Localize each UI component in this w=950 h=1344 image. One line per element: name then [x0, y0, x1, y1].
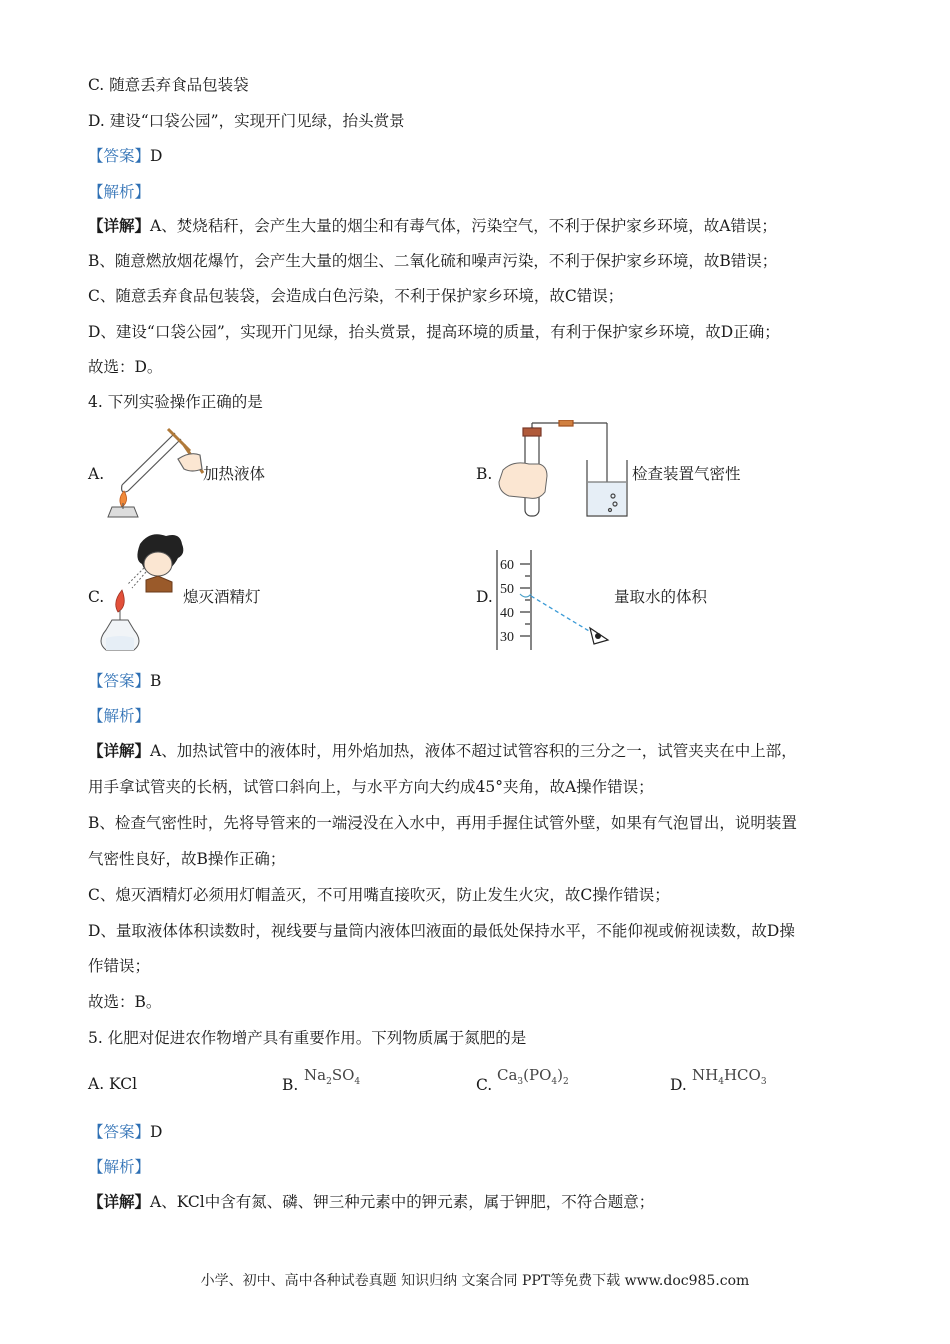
detail-q4-b2: 气密性良好，故B操作正确；	[88, 850, 286, 868]
heating-liquid-illustration	[100, 425, 205, 520]
formula-part: )	[557, 1066, 563, 1084]
q4-option-c-letter: C.	[88, 588, 105, 606]
formula-subscript: 3	[760, 1077, 767, 1087]
cylinder-tick-60: 60	[500, 558, 514, 573]
detail-q4-c: C、熄灭酒精灯必须用灯帽盖灭，不可用嘴直接吹灭，防止发生火灾，故C操作错误；	[88, 886, 670, 904]
detail-tag: 【详解】	[88, 741, 151, 760]
formula-subscript: 4	[718, 1077, 724, 1087]
formula-subscript: 4	[551, 1077, 558, 1087]
q4-option-d-letter: D.	[476, 588, 493, 606]
cylinder-tick-30: 30	[500, 630, 514, 645]
answer-value: B	[150, 672, 162, 690]
q5-option-b-letter: B.	[282, 1076, 299, 1094]
q5-option-c-formula	[497, 1064, 569, 1093]
answer-value: D	[150, 147, 163, 165]
detail-tag: 【详解】	[88, 1192, 151, 1211]
graduated-cylinder-illustration	[490, 548, 615, 653]
formula-subscript: 2	[563, 1077, 569, 1087]
q4-option-b-text: 检查装置气密性	[632, 465, 741, 483]
q4-option-a-letter: A.	[88, 465, 105, 483]
formula-part: HCO	[723, 1066, 761, 1084]
cylinder-tick-50: 50	[500, 582, 514, 597]
answer-tag: 【答案】	[88, 147, 151, 165]
q5-option-a: A. KCl	[88, 1075, 138, 1093]
detail-q4-d1: D、量取液体体积读数时，视线要与量筒内液体凹液面的最低处保持水平，不能仰视或俯视读数，故D操	[88, 922, 795, 940]
formula-part: NH	[692, 1066, 719, 1084]
page-footer: 小学、初中、高中各种试卷真题 知识归纳 文案合同 PPT等免费下载 www.doc985.com	[200, 1273, 750, 1289]
detail-text: A、加热试管中的液体时，用外焰加热，液体不超过试管容积的三分之一，试管夹夹在中上部，	[150, 742, 797, 760]
analysis-tag-q4: 【解析】	[88, 707, 151, 725]
q4-option-c-text: 熄灭酒精灯	[183, 588, 261, 606]
option-c-q3: C. 随意丢弃食品包装袋	[88, 76, 249, 94]
q4-option-d-text: 量取水的体积	[614, 588, 708, 606]
detail-q3-c: C、随意丢弃食品包装袋，会造成白色污染，不利于保护家乡环境，故C错误；	[88, 287, 624, 305]
formula-subscript: 3	[517, 1077, 524, 1087]
conclusion-q3: 故选：D。	[88, 358, 163, 376]
analysis-tag-q5: 【解析】	[88, 1158, 151, 1176]
formula-part: Ca	[497, 1066, 518, 1084]
detail-tag: 【详解】	[88, 216, 151, 235]
detail-q4-b1: B、检查气密性时，先将导管来的一端浸没在入水中，再用手握住试管外壁，如果有气泡冒出，说明装置	[88, 814, 797, 832]
question-5: 5. 化肥对促进农作物增产具有重要作用。下列物质属于氮肥的是	[88, 1029, 527, 1047]
analysis-tag-q3: 【解析】	[88, 183, 151, 201]
option-d-q3: D. 建设“口袋公园”，实现开门见绿，抬头赏景	[88, 112, 405, 130]
q5-option-b-formula	[304, 1064, 360, 1093]
blow-out-lamp-illustration	[100, 530, 195, 655]
detail-q4-a2: 用手拿试管夹的长柄，试管口斜向上，与水平方向大约成45°夹角，故A操作错误；	[88, 778, 654, 796]
detail-text: A、焚烧秸秆，会产生大量的烟尘和有毒气体，污染空气，不利于保护家乡环境，故A错误；	[150, 217, 777, 235]
detail-q4-a1	[88, 740, 797, 762]
answer-q4	[88, 670, 161, 692]
detail-text: A、KCl中含有氮、磷、钾三种元素中的钾元素，属于钾肥，不符合题意；	[150, 1193, 655, 1211]
conclusion-q4: 故选：B。	[88, 993, 162, 1011]
answer-tag: 【答案】	[88, 1123, 151, 1141]
cylinder-tick-40: 40	[500, 606, 514, 621]
formula-part: SO	[331, 1066, 355, 1084]
detail-q3-d: D、建设“口袋公园”，实现开门见绿，抬头赏景，提高环境的质量，有利于保护家乡环境，故D正确；	[88, 323, 780, 341]
formula-part: Na	[304, 1066, 327, 1084]
detail-q4-d2: 作错误；	[88, 957, 151, 975]
q5-option-c-letter: C.	[476, 1076, 493, 1094]
answer-tag: 【答案】	[88, 672, 151, 690]
formula-subscript: 2	[326, 1077, 332, 1087]
question-4: 4. 下列实验操作正确的是	[88, 393, 263, 411]
q5-option-d-formula	[692, 1064, 767, 1093]
q4-option-a-text: 加热液体	[203, 465, 266, 483]
detail-q3-b: B、随意燃放烟花爆竹，会产生大量的烟尘、二氧化硫和噪声污染，不利于保护家乡环境，故B错误；	[88, 252, 778, 270]
detail-q5-a	[88, 1191, 654, 1213]
airtightness-check-illustration	[495, 420, 635, 520]
answer-q3	[88, 145, 162, 167]
q4-option-b-letter: B.	[476, 465, 493, 483]
formula-subscript: 4	[354, 1077, 361, 1087]
answer-q5	[88, 1121, 162, 1143]
formula-part: (PO	[523, 1066, 552, 1084]
detail-q3-a	[88, 215, 777, 237]
q5-option-d-letter: D.	[670, 1076, 687, 1094]
answer-value: D	[150, 1123, 163, 1141]
